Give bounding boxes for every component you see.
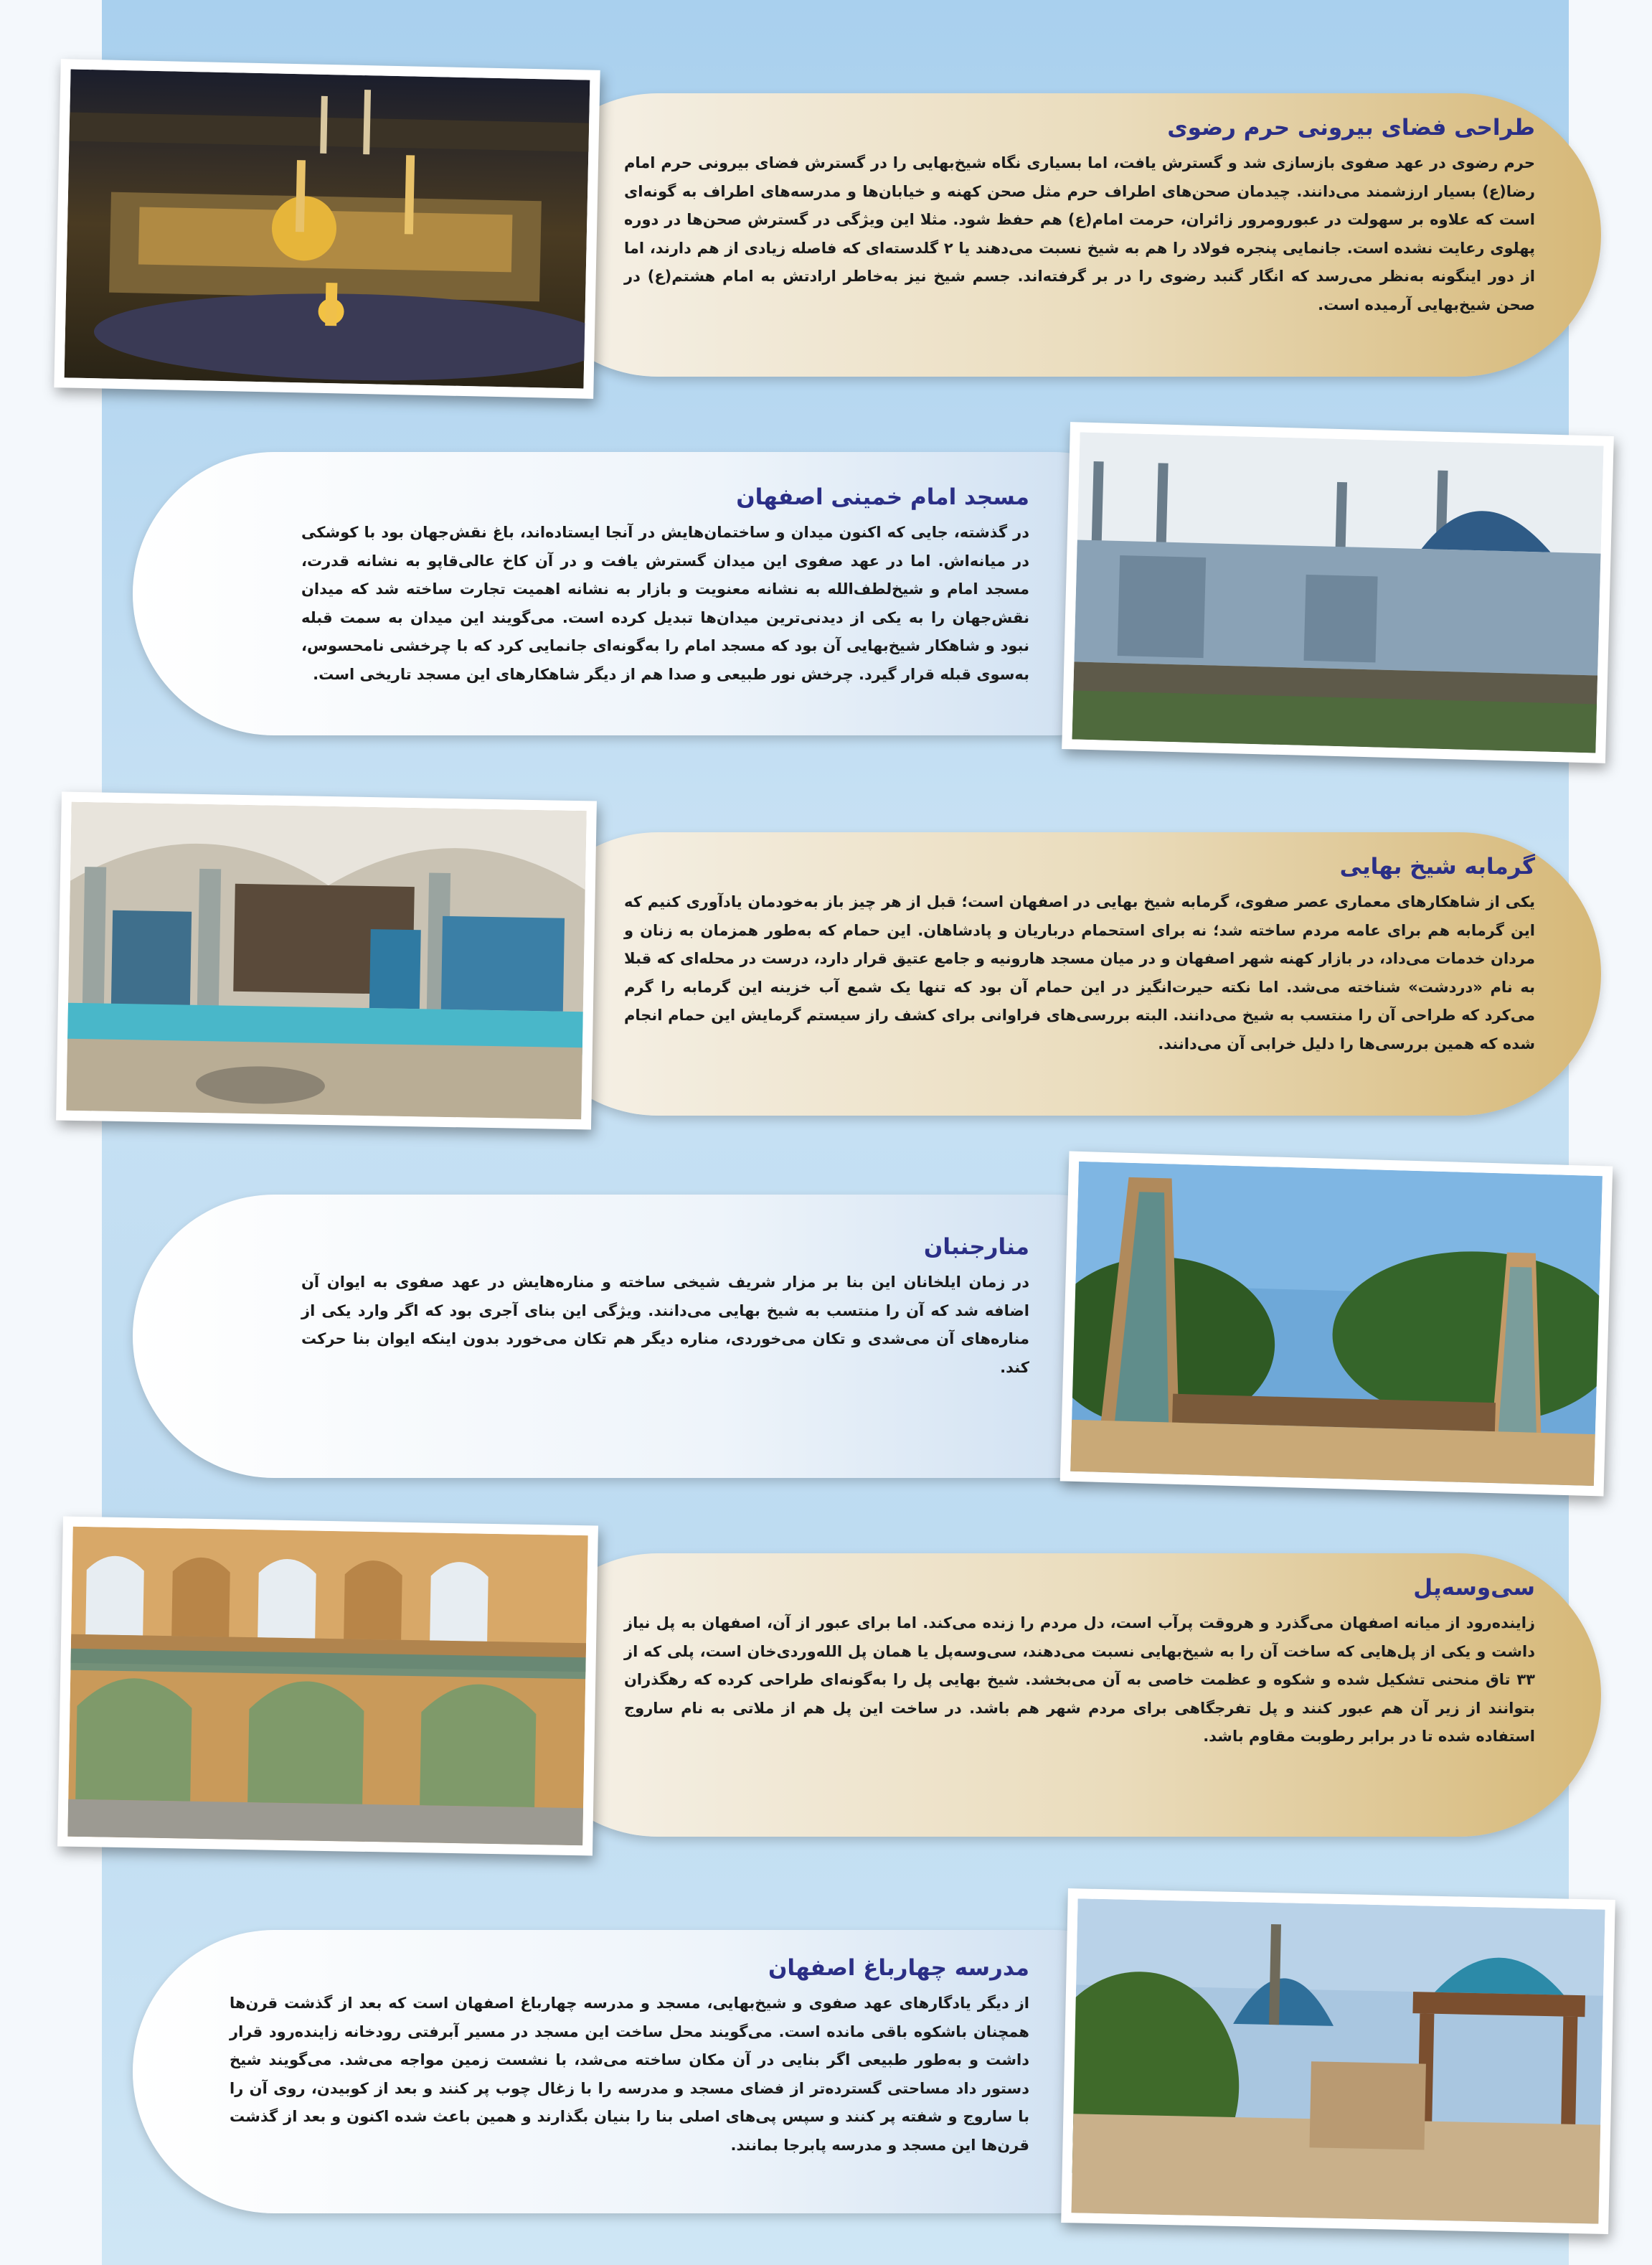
section-title: منارجنبان bbox=[923, 1234, 1029, 1260]
section-card-chaharbagh bbox=[133, 1930, 1194, 2213]
section-title: مدرسه چهارباغ اصفهان bbox=[768, 1955, 1029, 1981]
section-card-haram bbox=[516, 93, 1601, 377]
section-title: گرمابه شیخ بهایی bbox=[1339, 854, 1535, 880]
section-body: در زمان ایلخانان این بنا بر مزار شریف شیخی ساخته و مناره‌هایش در عهد صفوی به ایوان آن اضافه شد که آن را منتسب به شیخ بهایی می‌دانند. ویژگی این بنای آجری بود که اگر وارد یکی از مناره‌های آن می‌شدی و تکان می‌خوردی، مناره دیگر هم تکان می‌خورد بدون اینکه ایوان بنا حرکت کند. bbox=[301, 1273, 1029, 1376]
si-o-se-pol-photo bbox=[57, 1517, 598, 1856]
section-body: یکی از شاهکارهای معماری عصر صفوی، گرمابه شیخ بهایی در اصفهان است؛ قبل از هر چیز باز به‌خودمان یادآوری کنیم که این گرمابه هم برای عامه مردم ساخته شد؛ نه برای استحمام درباریان و پادشاهان. این حمام که به‌طور همزمان به زنان و مردان خدمات می‌داد، در بازار کهنه شهر اصفهان و در میان مسجد هارونیه و جامع عتیق قرار دارد، درست در محله‌ای که قبلا به نام «دردشت» شناخته می‌شد. اما نکته حیرت‌انگیز در این حمام آن بود که تنها یک شمع آب خزینه این گرمابه را گرم می‌کرد که طراحی آن را منتسب به شیخ می‌دانند. البته بررسی‌های فراوانی برای کشف راز سیستم گرمایش این حمام انجام شده که همین بررسی‌ها را دلیل خرابی آن می‌دانند. bbox=[624, 893, 1535, 1053]
section-body: زاینده‌رود از میانه اصفهان می‌گذرد و هروقت پرآب است، دل مردم را زنده می‌کند. اما برای عبور از آن، اصفهان به پل نیاز داشت و یکی از پل‌هایی که ساخت آن را به شیخ‌بهایی نسبت می‌دهند، سی‌وسه‌پل یا همان پل الله‌وردی‌خان است، پلی که از ۳۳ تاق منحنی تشکیل شده و شکوه و عظمت خاصی به آن می‌بخشد. شیخ بهایی پل را به‌گونه‌ای طراحی کرده که رهگذران بتوانند از زیر آن هم عبور کنند و پل تفرجگاهی برای مردم شهر هم باشد. در ساخت این پل هم از ملاتی به نام ساروج استفاده شده تا در برابر رطوبت مقاوم باشد. bbox=[624, 1614, 1535, 1745]
section-card-bathhouse bbox=[516, 832, 1601, 1116]
section-title: سی‌وسه‌پل bbox=[1413, 1575, 1535, 1601]
section-body: در گذشته، جایی که اکنون میدان و ساختمان‌هایش در آنجا ایستاده‌اند، باغ نقش‌جهان بود با کوشکی در میانه‌اش. اما در عهد صفوی این میدان گسترش یافت و در آن کاخ عالی‌قاپو به نشانه قدرت، مسجد امام و شیخ‌لطف‌الله به نشانه معنویت و بازار به نشانه اهمیت تجارت ساخته شد که میدان نقش‌جهان را به یکی از دیدنی‌ترین میدان‌ها تبدیل کرده است. می‌گویند این میدان به سمت قبله نبود و شاهکار شیخ‌بهایی آن بود که مسجد امام را به‌گونه‌ای جانمایی کرد که با چرخشی نامحسوس، به‌سوی قبله قرار گیرد. چرخش نور طبیعی و صدا هم از دیگر شاهکارهای این مسجد تاریخی است. bbox=[301, 524, 1029, 683]
section-body: از دیگر یادگارهای عهد صفوی و شیخ‌بهایی، مسجد و مدرسه چهارباغ اصفهان است که بعد از گذشت قرن‌ها همچنان باشکوه باقی مانده است. می‌گویند محل ساخت این مسجد در مسیر آبرفتی رودخانه زاینده‌رود قرار داشت و به‌طور طبیعی اگر بنایی در آن مکان ساخته می‌شد، با نشست زمین مواجه می‌شد. می‌گویند شیخ دستور داد مساحتی گسترده‌تر از فضای مسجد و مدرسه را با زغال چوب پر کنند و بعد از کوبیدن، روی آن را با ساروج و شفته پر کنند و سپس پی‌های اصلی بنا را بنیان بگذارند و همین باعث شده اکنون و بعد از گذشت قرن‌ها این مسجد و مدرسه پابرجا بمانند. bbox=[230, 1995, 1029, 2154]
section-card-monar-jonban bbox=[133, 1195, 1194, 1478]
section-title: طراحی فضای بیرونی حرم رضوی bbox=[1167, 115, 1535, 141]
section-title: مسجد امام خمینی اصفهان bbox=[736, 484, 1029, 510]
section-body: حرم رضوی در عهد صفوی بازسازی شد و گسترش یافت، اما بسیاری نگاه شیخ‌بهایی را در گسترش فضای بیرونی حرم امام رضا(ع) بسیار ارزشمند می‌دانند. چیدمان صحن‌های اطراف حرم مثل صحن کهنه و خیابان‌ها و مدرسه‌های اطراف به گونه‌ای است که علاوه بر سهولت در عبورومرور زائران، حرمت امام(ع) هم حفظ شود. مثلا این ویژگی در گسترش صحن‌ها در دوره پهلوی رعایت نشده است. جانمایی پنجره فولاد را هم به شیخ نسبت می‌دهند یا ۲ گلدسته‌ای که فاصله زیادی از هم دارند، اما از دور اینگونه به‌نظر می‌رسد که انگار گنبد رضوی را در بر گرفته‌اند. جسم شیخ نیز به‌خاطر ارادتش به امام هشتم(ع) در صحن شیخ‌بهایی آرمیده است. bbox=[624, 154, 1535, 314]
monar-jonban-photo bbox=[1060, 1152, 1613, 1497]
bathhouse-photo bbox=[56, 792, 597, 1130]
imam-mosque-photo bbox=[1062, 422, 1614, 763]
haram-razavi-photo bbox=[54, 59, 600, 399]
section-card-si-o-se-pol bbox=[516, 1553, 1601, 1837]
chaharbagh-school-photo bbox=[1061, 1888, 1615, 2234]
section-card-imam-mosque bbox=[133, 452, 1194, 735]
